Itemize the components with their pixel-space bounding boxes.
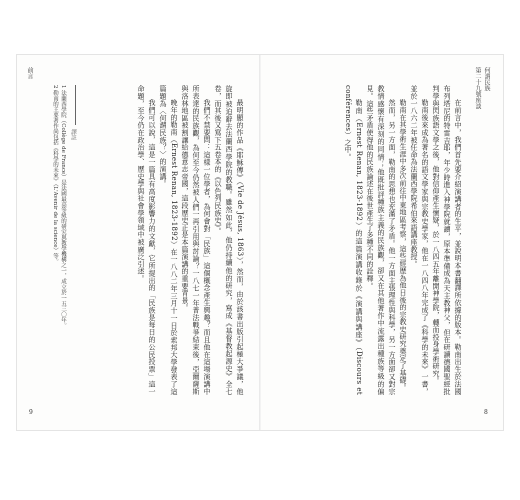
right-paragraph: 勒南後來成為著名的語文學家與宗教史學家，他在一八四八年完成了《科學的未來》一書，並於一八六二年被任命為法蘭西學院希伯來語講座教授。 bbox=[410, 85, 429, 395]
left-paragraph: 我們可以說，這是一篇具有高度影響力的文獻，它所提出的「民族是每日的公民投票」這一命題，至今仍在政治學、歷史學與社會學領域中被廣泛引述。 bbox=[137, 85, 156, 395]
right-paragraph: 勒南在其學術生涯中多次前往中東地區考察，這些經歷為他日後的宗教史研究奠定了基礎。 bbox=[399, 99, 407, 391]
right-paragraph: 勒南（Ernest Renan, 1823-1892）的這篇演講收錄於《演講與講座》（Discours et conférences）之中。 bbox=[344, 85, 363, 395]
right-page bbox=[260, 55, 503, 430]
left-body-text bbox=[85, 85, 245, 395]
right-paragraph: 然而，另一方面，勒南的思想也充滿了矛盾。他一方面主張理性與科學，另一方面卻又對宗教情感懷有深刻的同情；他既批評種族主義的民族觀，卻又在其他著作中流露出種族等級的偏見。這些矛盾使得他的民族論述在後世產生了多種不同的詮釋。 bbox=[366, 85, 396, 395]
left-page bbox=[17, 55, 260, 430]
right-body-text bbox=[278, 85, 463, 395]
left-paragraph: 最明顯的作品《耶穌傳》（Vie de Jésus, 1863），然而，由於該書出版引起極大爭議，他旋即被迫辭去法蘭西學院的教職。雖然如此，他仍持續他的研究，寫成《基督教起源史》全七卷，而其後又寫下五卷本的《以色列民族史》。 bbox=[214, 85, 244, 395]
left-paragraph: 晚年的勒南（Ernest Renan, 1823-1892）在一八八二年三月十一日於索邦大學發表了這篇題為〈何謂民族？〉的演講。 bbox=[159, 85, 178, 395]
left-page-number: 9 bbox=[29, 409, 33, 416]
right-running-head-subtitle: 第二十九號座談 bbox=[474, 67, 481, 109]
footnote: 1 法蘭西學院（Collège de France）是法國最高等級的研究與教學機構之一，成立於一五三〇年。 bbox=[60, 85, 66, 329]
footnote: 2 勒南的主要著作尚包括《科學的未來》（L'Avenir de la science）等。 bbox=[52, 85, 58, 265]
left-paragraph: 我們不禁要問：這樣一位學者，為何會對「民族」這個概念產生興趣？而且他在這場演講中所表達的民族觀，為何至今仍然被人們一再引用與討論？一八七一年普法戰爭結束後，亞爾薩斯與洛林地區被割讓給德意志帝國，這段歷史正是本篇演講的重要背景。 bbox=[181, 85, 211, 395]
footnote-rule bbox=[75, 85, 76, 125]
right-paragraph: 在前言中，我們首先要介紹演講者的生平，並說明本書翻譯所依據的版本。勒南出生於法國布列塔尼的特雷吉耶，年少時進入神學院就讀，原本準備成為天主教神父，但在研讀德國聖經批判學與閃族語文學之後，他對信仰產生懷疑，於一八四五年離開神學院，轉而投身學術研究。 bbox=[432, 85, 462, 395]
right-running-head-title: 何謂民族 bbox=[483, 67, 490, 91]
left-running-head: 前言 bbox=[26, 67, 33, 79]
right-page-number: 8 bbox=[484, 409, 488, 416]
footnotes bbox=[29, 85, 67, 395]
book-spread bbox=[17, 55, 503, 430]
footnote-marker: 譯註 bbox=[70, 129, 76, 140]
